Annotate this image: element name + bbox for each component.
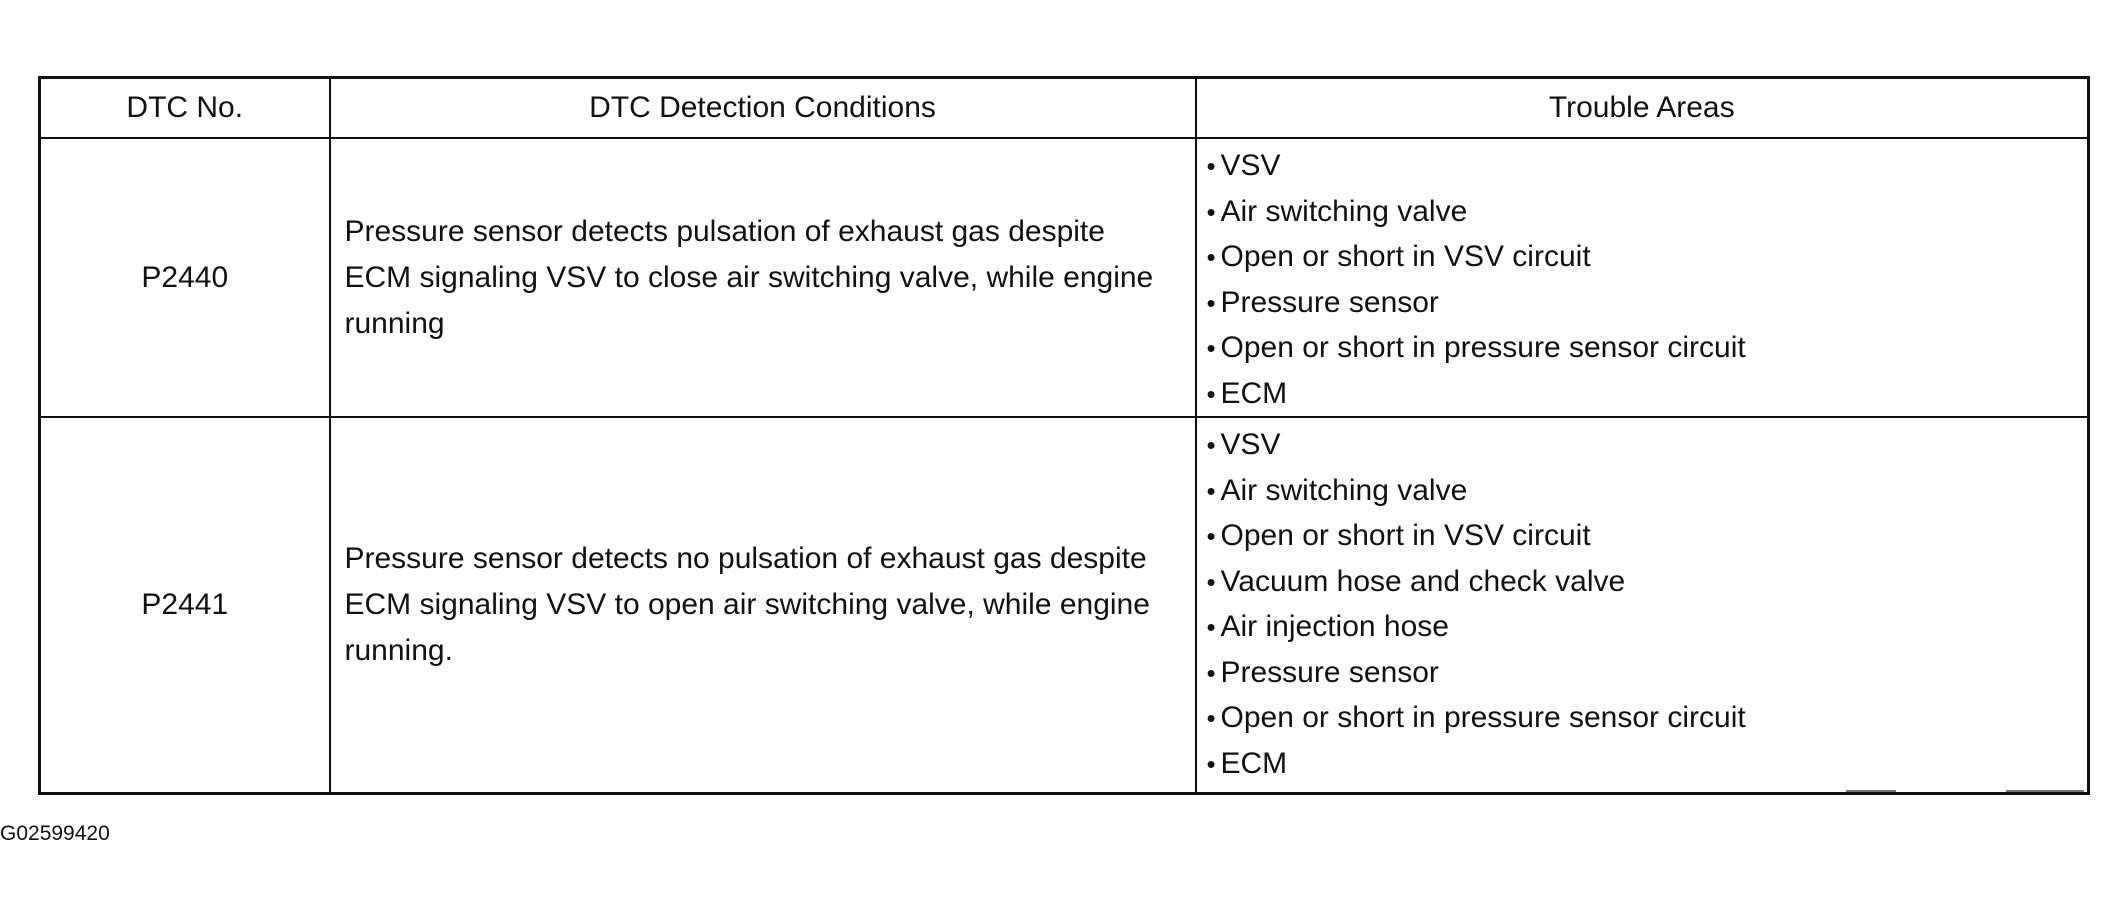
dtc-table [38, 76, 2090, 795]
trouble-areas-cell [1196, 417, 2089, 794]
bullet-icon: • [1206, 287, 1216, 318]
bullet-icon: • [1206, 657, 1216, 688]
bullet-icon: • [1206, 612, 1216, 642]
trouble-area-label: Air switching valve [1220, 194, 1468, 228]
trouble-area-item [1207, 143, 2088, 189]
trouble-area-item [1207, 280, 2088, 326]
detection-condition-cell [330, 138, 1196, 417]
trouble-area-label: Vacuum hose and check valve [1220, 564, 1626, 598]
trouble-areas-cell [1196, 138, 2089, 417]
trouble-area-list [1197, 139, 2088, 416]
bullet-icon: • [1206, 703, 1216, 733]
trouble-area-label: Open or short in pressure sensor circuit [1220, 331, 1746, 364]
bullet-icon: • [1206, 430, 1216, 460]
trouble-area-label: Air switching valve [1220, 473, 1468, 507]
dtc-code-cell: P2440 [40, 138, 330, 417]
trouble-area-item [1207, 371, 2088, 417]
trouble-area-item [1207, 189, 2088, 235]
figure-id: G02599420 [0, 822, 110, 845]
bullet-icon: • [1206, 378, 1216, 409]
trouble-area-label: Pressure sensor [1220, 655, 1439, 689]
trouble-area-list [1197, 418, 2088, 786]
trouble-area-label: VSV [1220, 149, 1281, 182]
detection-condition-text: Pressure sensor detects pulsation of exhaust gas despite ECM signaling VSV to close air switching valve, while engine running [344, 214, 1154, 340]
header-trouble-areas: Trouble Areas [1196, 78, 2089, 139]
trouble-area-item [1207, 234, 2088, 280]
bullet-icon: • [1206, 748, 1216, 779]
bullet-icon: • [1206, 242, 1216, 272]
trouble-area-label: Air injection hose [1220, 610, 1449, 643]
detection-condition-cell [330, 417, 1196, 794]
trouble-area-item [1207, 422, 2088, 468]
bullet-icon: • [1206, 566, 1216, 597]
trouble-area-label: Open or short in VSV circuit [1220, 240, 1591, 273]
trouble-area-label: VSV [1220, 428, 1281, 461]
table-row [40, 138, 2089, 417]
table-row [40, 417, 2089, 794]
trouble-area-label: Pressure sensor [1220, 285, 1439, 319]
bullet-icon: • [1206, 475, 1216, 506]
trouble-area-label: ECM [1220, 746, 1288, 780]
bullet-icon: • [1206, 333, 1216, 363]
scan-artifact-line [2006, 790, 2084, 792]
header-dtc-no: DTC No. [40, 78, 330, 139]
trouble-area-item [1207, 559, 2088, 605]
bullet-icon: • [1206, 196, 1216, 227]
trouble-area-item [1207, 650, 2088, 696]
detection-condition-text: Pressure sensor detects no pulsation of exhaust gas despite ECM signaling VSV to open air switching valve, while engine running. [344, 542, 1150, 667]
trouble-area-item [1207, 604, 2088, 650]
trouble-area-label: Open or short in pressure sensor circuit [1220, 701, 1746, 734]
scan-artifact-line [1846, 790, 1896, 792]
trouble-area-label: Open or short in VSV circuit [1220, 519, 1591, 552]
header-detection-conditions: DTC Detection Conditions [330, 78, 1196, 139]
bullet-icon: • [1206, 151, 1216, 181]
trouble-area-item [1207, 468, 2088, 514]
bullet-icon: • [1206, 521, 1216, 551]
trouble-area-item [1207, 741, 2088, 787]
table-header-row [40, 78, 2089, 139]
trouble-area-label: ECM [1220, 376, 1288, 410]
trouble-area-item [1207, 513, 2088, 559]
dtc-code-cell: P2441 [40, 417, 330, 794]
trouble-area-item [1207, 325, 2088, 371]
trouble-area-item [1207, 695, 2088, 741]
